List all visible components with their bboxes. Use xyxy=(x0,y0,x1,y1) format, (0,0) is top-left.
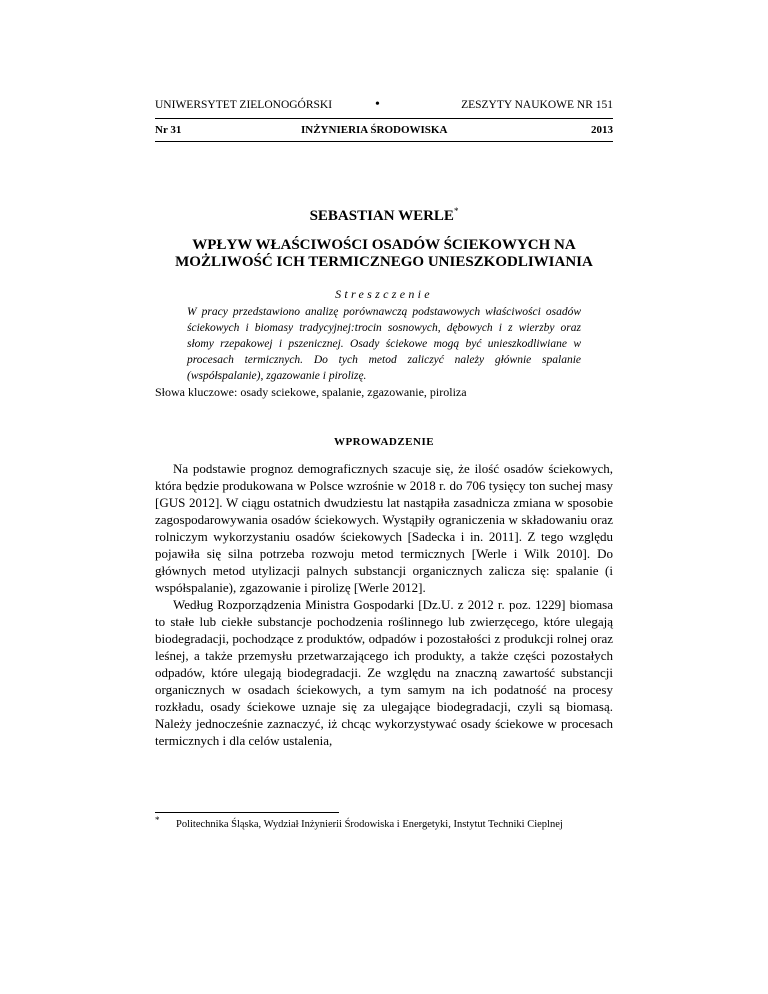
abstract-heading: Streszczenie xyxy=(335,287,433,301)
header-separator: • xyxy=(375,97,380,112)
running-header xyxy=(155,99,613,115)
paragraph: Według Rozporządzenia Ministra Gospodarki [Dz.U. z 2012 r. poz. 1229] biomasa to stałe lub ciekłe substancje pochodzenia roślinnego lub zwierzęcego, które ulegają biodegradacji, pochodzące z produktów, odpadów i pozostałości z produkcji rolnej oraz leśnej, a także przemysłu przetwarzającego ich produkty, a także części pozostałych odpadów, które ulegają biodegradacji. Ze względu na znaczną zawartość substancji organicznych w osadach ściekowych, a tym samym na ich podatność na procesy rozkładu, osady ściekowe uznaje się za ulegające biodegradacji, czyli są biomasą. Należy jednocześnie zaznaczyć, iż chcąc wykorzystywać osady ściekowe w procesach termicznych i dla celów ustalenia, xyxy=(155,597,613,748)
footnote-rule xyxy=(155,812,339,813)
footnote-mark: * xyxy=(155,815,160,825)
abstract-text: W pracy przedstawiono analizę porównawczą podstawowych właściwości osadów ściekowych i biomasy tradycyjnej:trocin sosnowych, dębowych i z wierzby oraz słomy rzepakowej i pszenicznej. Osady ściekowe mogą być unieszkodliwiane w procesach termicznych. Do tych metod zaliczyć należy głównie spalanie (współspalanie), zgazowanie i pirolizę. xyxy=(187,306,581,382)
body-text xyxy=(155,460,613,749)
author-name xyxy=(155,206,613,225)
header-journal: ZESZYTY NAUKOWE NR 151 xyxy=(461,99,613,111)
footnote-text: Politechnika Śląska, Wydział Inżynierii Środowiska i Energetyki, Instytut Techniki Cieplnej xyxy=(176,819,563,830)
author-footnote-mark: * xyxy=(453,206,459,216)
paper-title xyxy=(160,237,608,271)
series-name: INŻYNIERIA ŚRODOWISKA xyxy=(301,124,448,136)
title-line-1: WPŁYW WŁAŚCIWOŚCI OSADÓW ŚCIEKOWYCH NA xyxy=(192,237,576,253)
header-rule xyxy=(155,118,613,119)
paragraph: Na podstawie prognoz demograficznych szacuje się, że ilość osadów ściekowych, która będzie produkowana w Polsce wzrośnie w 2018 r. do 706 tysięcy ton suchej masy [GUS 2012]. W ciągu ostatnich dwudziestu lat nastąpiła zasadnicza zmiana w sposobie zagospodarowywania osadów ściekowych. Wystąpiły ograniczenia w składowaniu oraz rolniczym wykorzystaniu osadów ściekowych [Sadecka i in. 2011]. Z tego względu pojawiła się silna potrzeba rozwoju metod termicznych [Werle i Wilk 2010]. Do głównych metod utylizacji palnych substancji organicznych zalicza się: spalanie (i współspalanie), zgazowanie i pirolizę [Werle 2012]. xyxy=(155,461,613,595)
issue-year: 2013 xyxy=(591,124,613,136)
keywords: Słowa kluczowe: osady sciekowe, spalanie, zgazowanie, piroliza xyxy=(155,385,467,399)
section-heading: WPROWADZENIE xyxy=(333,436,435,448)
issue-line xyxy=(155,124,613,140)
title-line-2: MOŻLIWOŚĆ ICH TERMICZNEGO UNIESZKODLIWIANIA xyxy=(175,254,593,270)
issue-number: Nr 31 xyxy=(155,124,182,136)
issue-rule xyxy=(155,141,613,142)
author-name-text: SEBASTIAN WERLE xyxy=(309,208,454,224)
header-university: UNIWERSYTET ZIELONOGÓRSKI xyxy=(155,99,333,111)
